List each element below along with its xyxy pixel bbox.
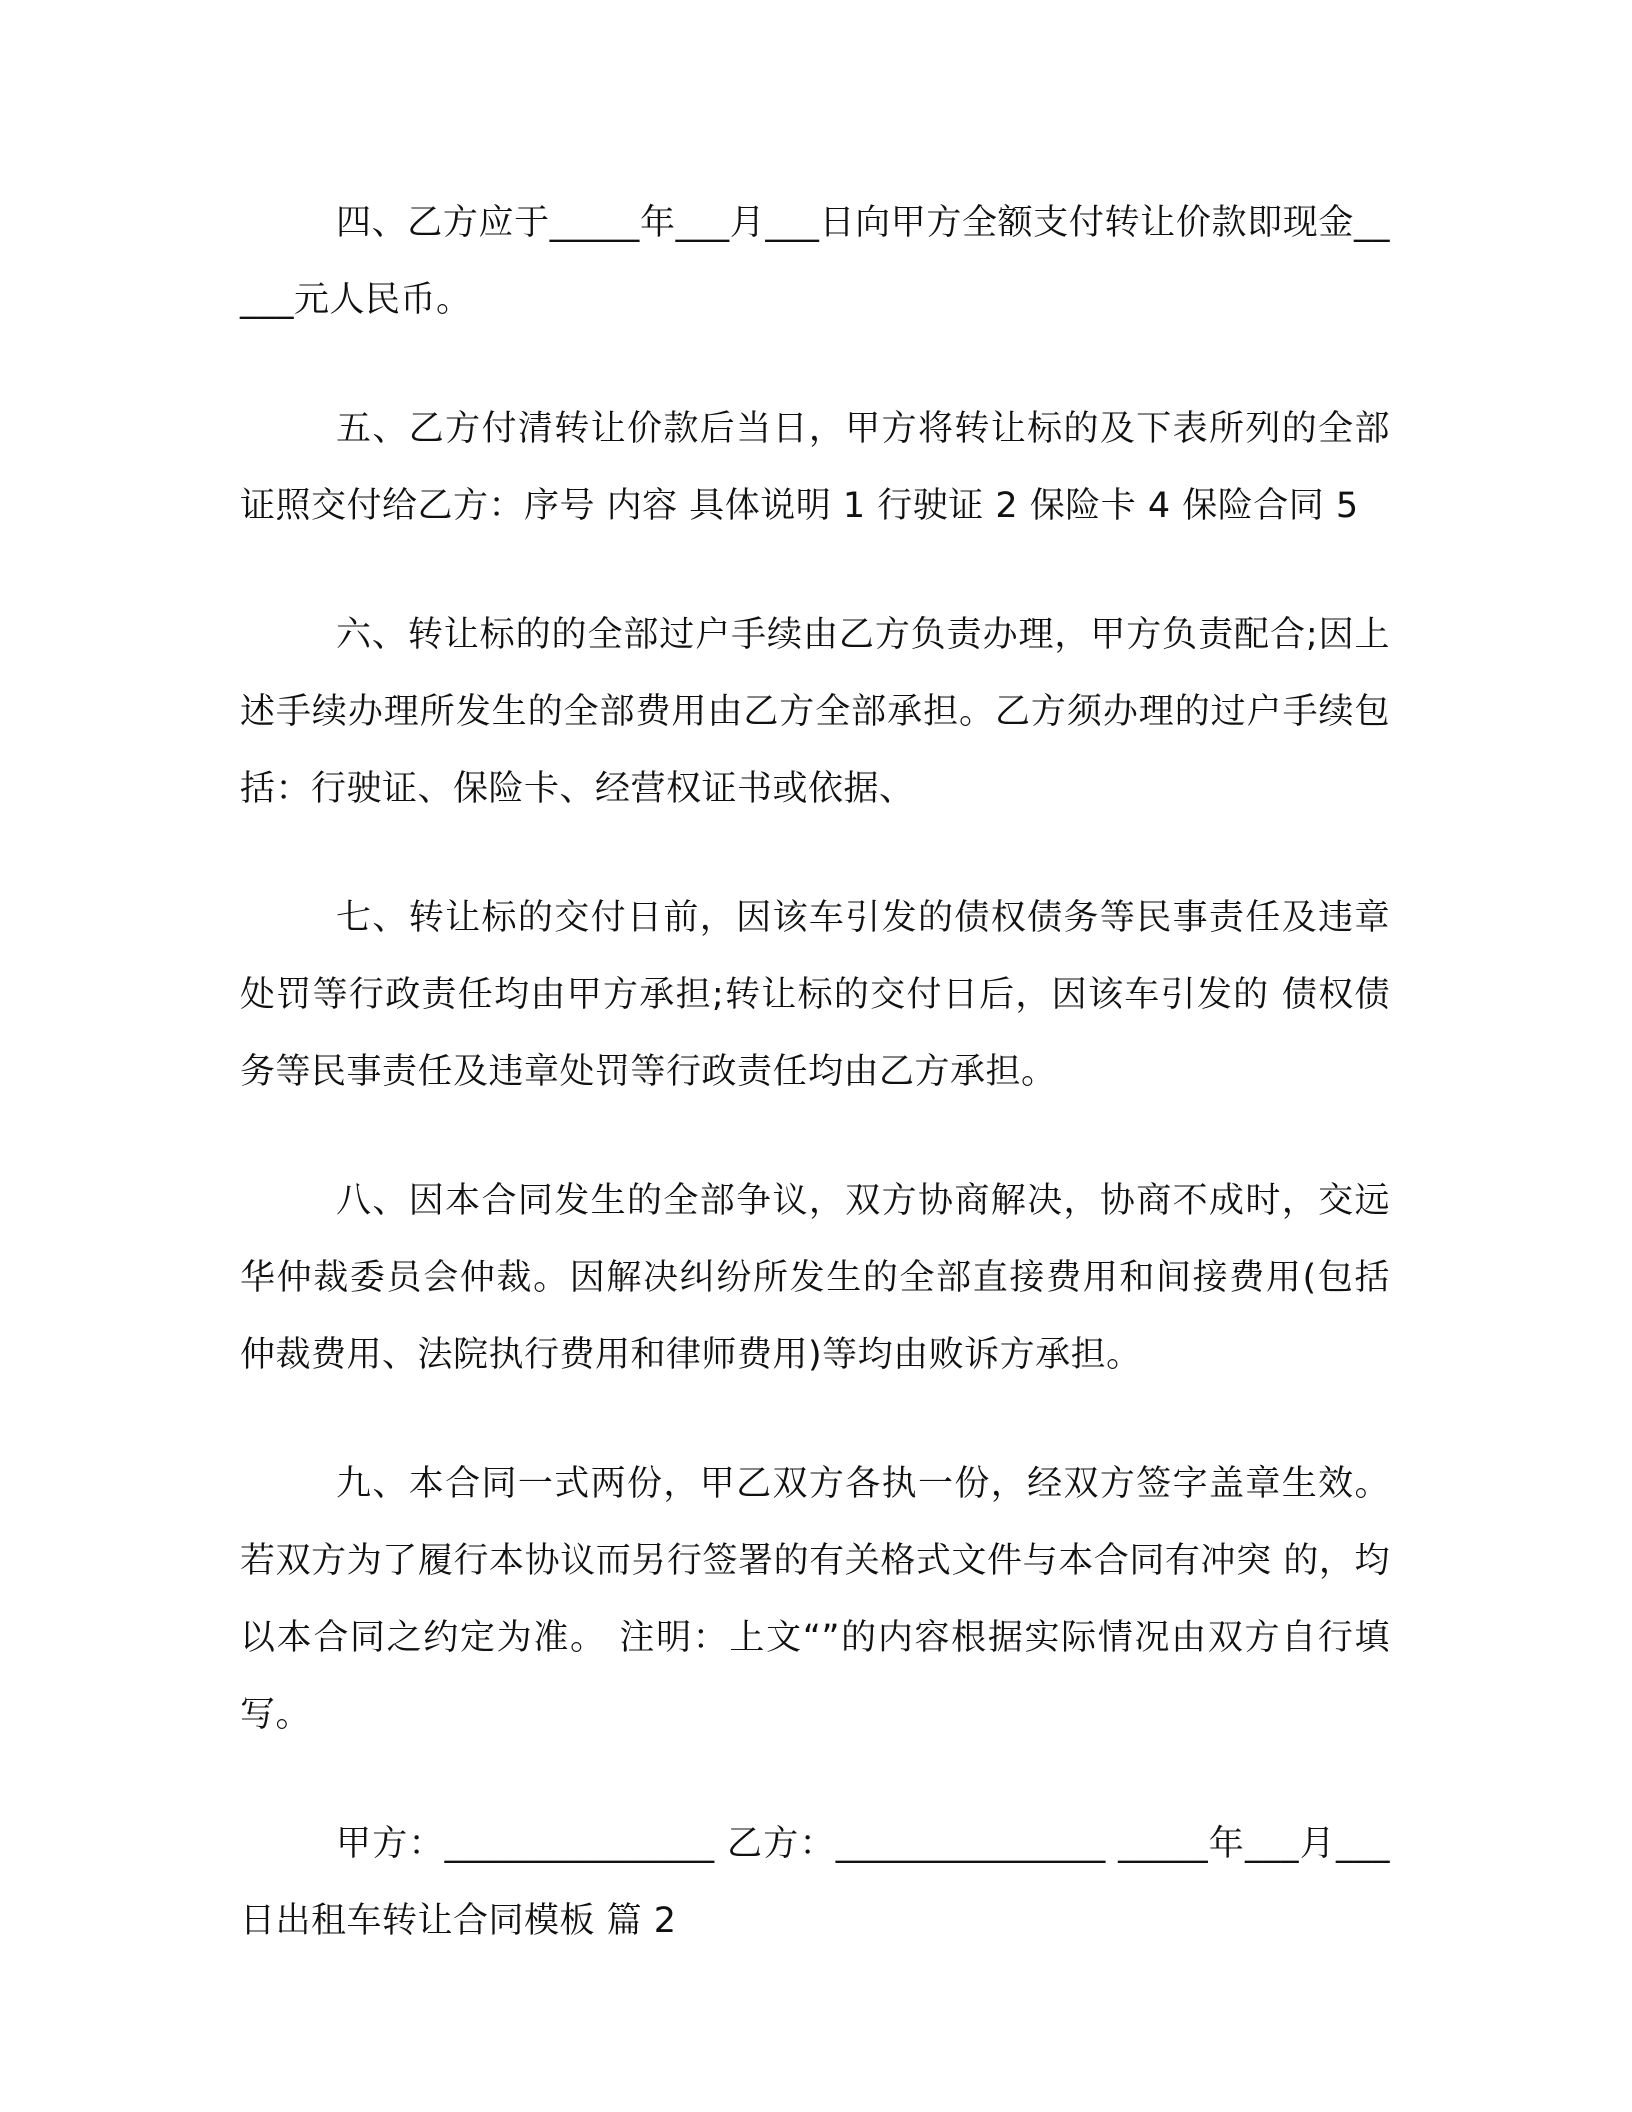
- clause-six: 六、转让标的的全部过户手续由乙方负责办理，甲方负责配合;因上述手续办理所发生的全部费用由乙方全部承担。乙方须办理的过户手续包括：行驶证、保险卡、经营权证书或依据、: [240, 615, 1390, 809]
- clause-nine: 九、本合同一式两份，甲乙双方各执一份，经双方签字盖章生效。若双方为了履行本协议而另行签署的有关格式文件与本合同有冲突 的，均以本合同之约定为准。 注明：上文“”的内容根据实际情况由双方自行填写。: [240, 1464, 1390, 1735]
- contract-document: [240, 185, 1390, 1960]
- clause-five: 五、乙方付清转让价款后当日，甲方将转让标的及下表所列的全部证照交付给乙方：序号 内容 具体说明 1 行驶证 2 保险卡 4 保险合同 5: [240, 409, 1390, 526]
- signature-line: 甲方：_______________ 乙方：_______________ _____年___月___日出租车转让合同模板 篇 2: [240, 1824, 1390, 1941]
- clause-eight: 八、因本合同发生的全部争议，双方协商解决，协商不成时，交远华仲裁委员会仲裁。因解决纠纷所发生的全部直接费用和间接费用(包括仲裁费用、法院执行费用和律师费用)等均由败诉方承担。: [240, 1181, 1390, 1375]
- clause-four: 四、乙方应于_____年___月___日向甲方全额支付转让价款即现金_____元人民币。: [240, 203, 1390, 320]
- clause-seven: 七、转让标的交付日前，因该车引发的债权债务等民事责任及违章处罚等行政责任均由甲方承担;转让标的交付日后，因该车引发的 债权债务等民事责任及违章处罚等行政责任均由乙方承担。: [240, 898, 1390, 1092]
